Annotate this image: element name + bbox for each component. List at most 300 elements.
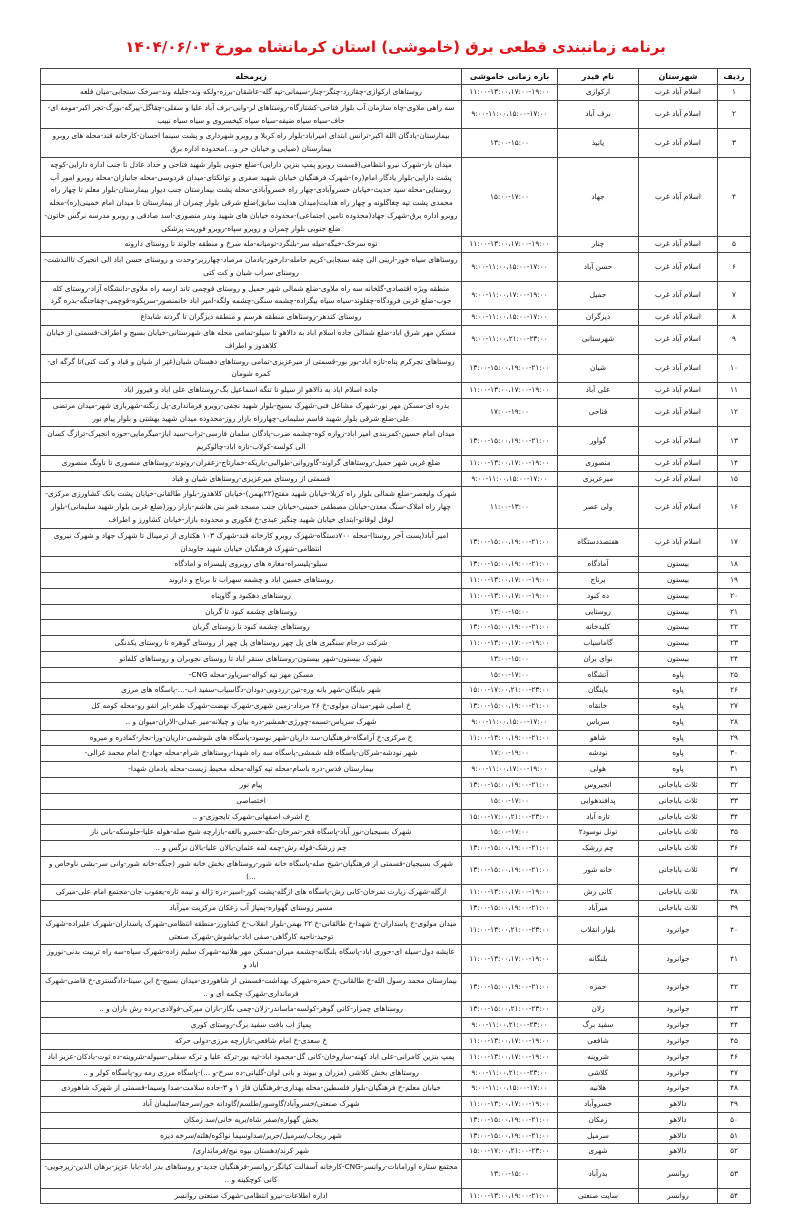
table-row [41, 683, 751, 699]
feeder-cell: تونل نوسود۲ [558, 825, 639, 841]
row-number-cell: ۱۵ [718, 471, 751, 487]
county-cell: روانسر [639, 1160, 718, 1189]
county-cell: پاوه [639, 762, 718, 778]
subarea-cell: شهر ریجاب/سرمیل/حریر/صداوسیما نواکوه/هلته/سرخه دیزه [41, 1128, 462, 1144]
county-cell: دالاهو [639, 1112, 718, 1128]
subarea-cell: روستاهای بخش کلاشی (مزران و بیوند و بانی لوان-گلیانی-ده سرخ-و ...)-پاسگاه مرزی رمه رو-پاسگاه کولر و .. [41, 1065, 462, 1081]
county-cell: جوانرود [639, 1049, 718, 1065]
table-row [41, 427, 751, 456]
feeder-cell: آتشگاه [558, 667, 639, 683]
subarea-cell: بیمارستان محمد رسول الله-خ طالقانی-خ حمزه-شهرک بهداشت-قسمتی از شاهوردی-میدان بسیج-خ ابن سینا-دادگستری-خ قاضی-شهرک فرمانداری-شهرک چکمه ای و .. [41, 973, 462, 1002]
county-cell: پاوه [639, 714, 718, 730]
table-row [41, 973, 751, 1002]
subarea-cell: امیر آباد(پست آخر روستا)-محله ۷۰۰دستگاه-شهرک روبرو کارخانه قند-شهرک ۱۰۳ هکتاری از ترمینال تا شهرک جهاد و شهرک نیروی انتظامی-شهرک فرهنگیان خیابان شهید جاویدان [41, 528, 462, 557]
row-number-cell: ۴۲ [718, 973, 751, 1002]
feeder-cell: هولی [558, 762, 639, 778]
subarea-cell: چم زرشک-قوله رش-چمه لمه عثمان-بالان علیا-بالان نرگس و .. [41, 841, 462, 857]
outage-time-cell: ۹:۰۰-۱۱:۰۰،۱۵:۰۰-۱۷:۰۰ [462, 253, 558, 282]
subarea-cell: منطقه ویژه اقتصادی-گلخانه سه راه ملاوی-ضلع شمالی شهر حمیل و روستای قوچمی تاند ارسه راه ملاوی-دانشگاه آزاد-روستای کله جوب-ضلع غربی فرودگاه-چقلوند-سیاه سیاه بیگزاده-چشمه سنگی-چشمه ولگه-امیر اباد خانمنصور-سرپکوه-قوچمی-چقاجنگه-بدره گرد [41, 281, 462, 310]
feeder-cell: پدافندهوایی [558, 793, 639, 809]
subarea-cell: مسکن مهر تپه کواله-سریاور-محله CNG- [41, 667, 462, 683]
table-row [41, 856, 751, 885]
county-cell: ثلاث باباجانی [639, 793, 718, 809]
subarea-cell: اداره اطلاعات-نیرو انتظامی-شهرک صنعتی روانسر [41, 1188, 462, 1204]
row-number-cell: ۴۳ [718, 1002, 751, 1018]
county-cell: جوانرود [639, 945, 718, 974]
table-row [41, 471, 751, 487]
county-cell: اسلام آباد غرب [639, 129, 718, 158]
feeder-cell: زمکان [558, 1112, 639, 1128]
county-cell: بیستون [639, 651, 718, 667]
table-row [41, 588, 751, 604]
subarea-cell: خ سعدی-خ امام شافعی-بازارچه مرزی-دولی حرکه [41, 1034, 462, 1050]
feeder-cell: ده کبود [558, 588, 639, 604]
subarea-cell: جاده اسلام اباد به دالاهو از سیلو تا تنگه اسماعیل بگ-روستاهای علی اباد و فیروز اباد [41, 383, 462, 399]
county-cell: جوانرود [639, 1018, 718, 1034]
outage-time-cell: ۱۳:۰۰-۱۵:۰۰،۱۹:۰۰-۲۱:۰۰ [462, 1112, 558, 1128]
county-cell: اسلام آباد غرب [639, 85, 718, 101]
outage-time-cell: ۱۳:۰۰-۱۵:۰۰،۱۹:۰۰-۲۱:۰۰ [462, 901, 558, 917]
subarea-cell: مسیر روستای گهواره-پمپاژ آب زعکان مرکزیت میرآباد [41, 901, 462, 917]
table-row [41, 1049, 751, 1065]
table-row [41, 487, 751, 528]
county-cell: جوانرود [639, 1002, 718, 1018]
feeder-cell: انجیروس [558, 777, 639, 793]
table-row [41, 714, 751, 730]
table-row [41, 1081, 751, 1097]
feeder-cell: چنار [558, 237, 639, 253]
table-row [41, 129, 751, 158]
table-row [41, 1034, 751, 1050]
outage-time-cell: ۹:۰۰-۱۱:۰۰،۱۵:۰۰-۱۷:۰۰ [462, 1081, 558, 1097]
feeder-cell: باینگان [558, 683, 639, 699]
county-cell: پاوه [639, 683, 718, 699]
table-row [41, 730, 751, 746]
outage-time-cell: ۱۳:۰۰-۱۵:۰۰،۱۹:۰۰-۲۱:۰۰ [462, 699, 558, 715]
table-row [41, 354, 751, 383]
subarea-cell: شهرک ولیعصر-ضلع شمالی بلوار راه کربلا-خیابان شهید مفتح(۲۲بهمن)-خیابان کلاهدوز-بلوار طالقانی-خیابان پشت بانک کشاورزی مرکزی-چهار راه املاک-سنگ معدن-خیابان مصطفی خمینی-خیابان جنب مسجد قمر بنی هاشم-بازار روز(ضلع غربی بلوار شهید سلیمانی)-بلوار لوفل لوقاتو-ابتدای خیابان شهید چنگیز عبدی-خ فکوری و محدوده بازار-خیابان کشاورز و اطراف [41, 487, 462, 528]
row-number-cell: ۱۹ [718, 573, 751, 589]
table-row [41, 793, 751, 809]
feeder-cell: سایت صنعتی [558, 1188, 639, 1204]
outage-time-cell: ۱۳:۰۰-۱۵:۰۰ [462, 604, 558, 620]
subarea-cell: اختصاصی [41, 793, 462, 809]
feeder-cell: میرآباد [558, 901, 639, 917]
row-number-cell: ۴۶ [718, 1049, 751, 1065]
subarea-cell: خ اشرف اصفهانی-شهرک تایجوزی-و .. [41, 809, 462, 825]
feeder-cell: بلنگانه [558, 945, 639, 974]
county-cell: اسلام آباد غرب [639, 100, 718, 129]
row-number-cell: ۳۱ [718, 762, 751, 778]
outage-time-cell: ۱۳:۰۰-۱۵:۰۰،۱۹:۰۰-۲۱:۰۰ [462, 1128, 558, 1144]
table-row [41, 916, 751, 945]
subarea-cell: روستاهای تجرکرم پناه-تازه اباد-بور بور-قسمتی از میرعزیزی-تمامی روستاهای دهستان شیان(غیر از شیان و قباد و کت کتی)تا گرگه ای-کمره شومان [41, 354, 462, 383]
subarea-cell: شرکت درجام سنگبری های پل چهر روستاهای پل چهر از روستای گوهره تا روستای یکدنگی [41, 636, 462, 652]
feeder-cell: روستایی [558, 604, 639, 620]
table-row [41, 825, 751, 841]
county-cell: اسلام آباد غرب [639, 471, 718, 487]
county-cell: اسلام آباد غرب [639, 427, 718, 456]
feeder-cell: زلان [558, 1002, 639, 1018]
table-row [41, 237, 751, 253]
column-header-outage-time: بازه زمانی خاموشی [462, 69, 558, 85]
outage-time-cell: ۱۵:۰۰-۱۷:۰۰ [462, 667, 558, 683]
county-cell: جوانرود [639, 973, 718, 1002]
subarea-cell: روستای کندهر-روستاهای منطقه هرسم و منطقه دیزگران تا گردنه شابداغ [41, 310, 462, 326]
subarea-cell: بدره ای-مسکن مهر نور-شهرک مشاغل فنی-شهرک بسیج-بلوار شهید نجفی-روبرو فرمانداری-پل زنگنه-شهربازی شهر-میدان مرتضی علی-ضلع شرقی بلوار شهید قاسم سلیمانی-چهارراه بازار روز-محدوده میدان شهید بهشتی و بلوار پیام نور [41, 398, 462, 427]
county-cell: اسلام آباد غرب [639, 237, 718, 253]
table-row [41, 157, 751, 237]
row-number-cell: ۱ [718, 85, 751, 101]
subarea-cell: توه سرخک-خیگه-میله سر-بلنگرد-تومیانه-مله سرخ و منطقه جالوند تا روستای دارونه [41, 237, 462, 253]
feeder-cell: شافعی [558, 1034, 639, 1050]
outage-time-cell: ۹:۰۰-۱۱:۰۰،۱۵:۰۰-۱۷:۰۰ [462, 100, 558, 129]
county-cell: ثلاث باباجانی [639, 856, 718, 885]
subarea-cell: عایشه دول-سیله ای-حوری اباد-پاسگاه بلنگانه-چشمه میران-مسکن مهر هلانیه-شهرک سلیم زاده-شهرک سپاه-سه راه تربیت بدنی-نوروز اباد و [41, 945, 462, 974]
row-number-cell: ۳ [718, 129, 751, 158]
row-number-cell: ۳۲ [718, 777, 751, 793]
county-cell: اسلام آباد غرب [639, 310, 718, 326]
subarea-cell: روستاهای چشمه کبود تا روستای گربان [41, 620, 462, 636]
subarea-cell: ضلع غربی شهر حمیل-روستاهای گراوند-گاوروانی-طوالبی-باریکه-خمارتاج-زعفران-روتوند-روستاهای منصوری تا ناونگ منصوری [41, 455, 462, 471]
subarea-cell: میدان امام حسین-کمربندی امیر اباد-زواره کوه-چشمه ضرب-پادگان سلمان فارسی-تراب-سید ایاز-میگرمایی-حوزه انجیرک-ترازگ کسان الی کولسه-کولاب-تازه اباد-چالوکریم [41, 427, 462, 456]
row-number-cell: ۴۹ [718, 1097, 751, 1113]
feeder-cell: نوای بران [558, 651, 639, 667]
row-number-cell: ۵۳ [718, 1160, 751, 1189]
table-row [41, 746, 751, 762]
outage-time-cell: ۱۳:۰۰-۱۵:۰۰،۱۹:۰۰-۲۱:۰۰ [462, 973, 558, 1002]
row-number-cell: ۳۸ [718, 885, 751, 901]
subarea-cell: مجتمع ستاره اورامانات-روانسر-CNG-کارخانه آسفالت کیانگر-روانسر-فرهنگیان جدید-و روستاهای بدر اباد-بابا عزیز-برهان الدین-زیرجویی-کانی کوچکینه و .. [41, 1160, 462, 1189]
row-number-cell: ۵ [718, 237, 751, 253]
outage-time-cell: ۱۱:۰۰-۱۳:۰۰،۱۷:۰۰-۱۹:۰۰ [462, 573, 558, 589]
table-row [41, 841, 751, 857]
county-cell: پاوه [639, 699, 718, 715]
outage-time-cell: ۹:۰۰-۱۱:۰۰،۱۵:۰۰-۱۷:۰۰ [462, 310, 558, 326]
outage-schedule-table [40, 68, 751, 1204]
feeder-cell: نودشه [558, 746, 639, 762]
outage-time-cell: ۹:۰۰-۱۱:۰۰،۲۱:۰۰-۲۳:۰۰ [462, 1018, 558, 1034]
table-row [41, 281, 751, 310]
feeder-cell: دیزگران [558, 310, 639, 326]
table-row [41, 777, 751, 793]
outage-time-cell: ۱۵:۰۰-۱۷:۰۰،۲۱:۰۰-۲۳:۰۰ [462, 1144, 558, 1160]
outage-time-cell: ۱۱:۰۰-۱۳:۰۰،۱۹:۰۰-۲۱:۰۰ [462, 730, 558, 746]
county-cell: ثلاث باباجانی [639, 885, 718, 901]
subarea-cell: بخش گهواره/صفر شاه/بریه خانی/سد زمکان [41, 1112, 462, 1128]
outage-time-cell: ۱۱:۰۰-۱۳:۰۰،۱۷:۰۰-۱۹:۰۰ [462, 1049, 558, 1065]
county-cell: دالاهو [639, 1144, 718, 1160]
table-row [41, 528, 751, 557]
outage-time-cell: ۱۱:۰۰-۱۳:۰۰،۱۷:۰۰-۱۹:۰۰ [462, 1034, 558, 1050]
row-number-cell: ۱۶ [718, 487, 751, 528]
subarea-cell: ازگله-شهرک زیارت تمرخان-کانی رش-پاسگاه های ازگله-پشت کور-اسیر-دره ژاله و نیمه ثاره-یعقوب جان-مجتمع امام علی-میرکی [41, 885, 462, 901]
feeder-cell: سریاس [558, 714, 639, 730]
table-row [41, 651, 751, 667]
feeder-cell: منصوری [558, 455, 639, 471]
row-number-cell: ۲۲ [718, 620, 751, 636]
subarea-cell: شهرک سریاس-تسمه-چورژی-همشیر-دره بیان و چیلانه-میر عبدلی-الاران-میوان و .. [41, 714, 462, 730]
row-number-cell: ۲۳ [718, 636, 751, 652]
county-cell: جوانرود [639, 1065, 718, 1081]
page-title: برنامه زمانبندی قطعی برق (خاموشی) استان کرمانشاه مورخ ۱۴۰۴/۰۶/۰۳ [125, 38, 666, 56]
county-cell: اسلام آباد غرب [639, 487, 718, 528]
outage-time-cell: ۱۳:۰۰-۱۵:۰۰ [462, 1160, 558, 1189]
row-number-cell: ۵۲ [718, 1144, 751, 1160]
outage-time-cell: ۹:۰۰-۱۱:۰۰،۲۱:۰۰-۲۳:۰۰ [462, 1065, 558, 1081]
outage-time-cell: ۹:۰۰-۱۱:۰۰،۱۵:۰۰-۱۷:۰۰ [462, 471, 558, 487]
row-number-cell: ۶ [718, 253, 751, 282]
subarea-cell: خ مرکزی-خ آرامگاه-فرهنگیان-سد داریان-شهر نوسود-پاسگاه های شوشمی-داریان-ورا-نجار-کمادره و میروه [41, 730, 462, 746]
table-row [41, 100, 751, 129]
county-cell: جوانرود [639, 916, 718, 945]
county-cell: جوانرود [639, 1034, 718, 1050]
feeder-cell: آمادگاه [558, 557, 639, 573]
row-number-cell: ۳۵ [718, 825, 751, 841]
feeder-cell: هلانیه [558, 1081, 639, 1097]
outage-time-cell: ۱۱:۰۰-۱۳:۰۰،۱۷:۰۰-۱۹:۰۰ [462, 1097, 558, 1113]
subarea-cell: روستاهای دهکبود و گاوپناه [41, 588, 462, 604]
row-number-cell: ۴۱ [718, 945, 751, 974]
outage-time-cell: ۹:۰۰-۱۱:۰۰،۱۵:۰۰-۱۷:۰۰ [462, 714, 558, 730]
row-number-cell: ۴۸ [718, 1081, 751, 1097]
subarea-cell: خیابان معلم-خ فرهنگیان-بلوار فلسطین-محله بهداری-فرهنگیان فاز ۱ و ۳-جاده سلامت-صدا وسیما-قسمتی از شهرک شاهوردی [41, 1081, 462, 1097]
outage-time-cell: ۱۳:۰۰-۱۵:۰۰،۱۹:۰۰-۲۱:۰۰ [462, 528, 558, 557]
row-number-cell: ۳۴ [718, 809, 751, 825]
county-cell: بیستون [639, 604, 718, 620]
county-cell: بیستون [639, 620, 718, 636]
feeder-cell: شاهو [558, 730, 639, 746]
feeder-cell: حسن آباد [558, 253, 639, 282]
county-cell: دالاهو [639, 1097, 718, 1113]
feeder-cell: کلاشی [558, 1065, 639, 1081]
outage-time-cell: ۱۵:۰۰-۱۷:۰۰،۲۱:۰۰-۲۳:۰۰ [462, 683, 558, 699]
table-row [41, 383, 751, 399]
county-cell: ثلاث باباجانی [639, 901, 718, 917]
row-number-cell: ۴ [718, 157, 751, 237]
county-cell: بیستون [639, 573, 718, 589]
outage-time-cell: ۱۱:۰۰-۱۳:۰۰،۱۷:۰۰-۱۹:۰۰ [462, 885, 558, 901]
row-number-cell: ۹ [718, 326, 751, 355]
outage-time-cell: ۱۳:۰۰-۱۵:۰۰ [462, 129, 558, 158]
feeder-cell: برف آباد [558, 100, 639, 129]
table-row [41, 253, 751, 282]
county-cell: بیستون [639, 557, 718, 573]
feeder-cell: برناج [558, 573, 639, 589]
table-row [41, 1128, 751, 1144]
table-row [41, 85, 751, 101]
feeder-cell: گاماسیاب [558, 636, 639, 652]
feeder-cell: تازه آباد [558, 809, 639, 825]
county-cell: ثلاث باباجانی [639, 777, 718, 793]
table-row [41, 1160, 751, 1189]
outage-time-cell: ۱۳:۰۰-۱۵:۰۰،۱۹:۰۰-۲۱:۰۰ [462, 427, 558, 456]
table-row [41, 945, 751, 974]
row-number-cell: ۳۶ [718, 841, 751, 857]
column-header-county: شهرستان [639, 69, 718, 85]
county-cell: ثلاث باباجانی [639, 809, 718, 825]
subarea-cell: شهرک بسیجیان-قسمتی از فرهنگیان-شیخ صله-پاسگاه خانه شور-روستاهای بخش خانه شور (جنگه-خانه شور-وانی سر-بشی ناوخاص و ...) [41, 856, 462, 885]
subarea-cell: روستاهای چمزار-کانی گوهر-کولسه-ماساندر-زلان-چمی بگار-بازان میرکی-فولادی-برده رش بازان و .. [41, 1002, 462, 1018]
feeder-cell: علی آباد [558, 383, 639, 399]
feeder-cell: خسروآباد [558, 1097, 639, 1113]
row-number-cell: ۳۷ [718, 856, 751, 885]
feeder-cell: حمزه [558, 973, 639, 1002]
row-number-cell: ۴۰ [718, 916, 751, 945]
outage-time-cell: ۱۱:۰۰-۱۳:۰۰،۱۷:۰۰-۱۹:۰۰ [462, 945, 558, 974]
feeder-cell: چم زرشک [558, 841, 639, 857]
row-number-cell: ۸ [718, 310, 751, 326]
subarea-cell: میدان مولوی-خ پاسداران-خ شهدا-خ طالقانی-خ ۲۲ بهمن-بلوار انقلاب-خ کشاورز-منطقه انتظامی-شهرک پاسداران-شهرک علیزاده-شهرک توحید-ناحیه کارگاهی-صفی اباد-بیاشوش-شهرک صنعتی [41, 916, 462, 945]
feeder-cell: بلوار انقلاب [558, 916, 639, 945]
table-row [41, 667, 751, 683]
row-number-cell: ۵۴ [718, 1188, 751, 1204]
feeder-cell: فتاحی [558, 398, 639, 427]
county-cell: دالاهو [639, 1128, 718, 1144]
county-cell: اسلام آباد غرب [639, 281, 718, 310]
outage-time-cell: ۱۱:۰۰-۱۳:۰۰،۱۷:۰۰-۱۹:۰۰ [462, 636, 558, 652]
outage-time-cell: ۱۱:۰۰-۱۳:۰۰،۱۹:۰۰-۲۱:۰۰ [462, 1188, 558, 1204]
table-row [41, 699, 751, 715]
schedule-body [41, 85, 751, 1204]
table-row [41, 455, 751, 471]
outage-time-cell: ۱۳:۰۰-۱۵:۰۰،۱۹:۰۰-۲۱:۰۰ [462, 557, 558, 573]
row-number-cell: ۱۸ [718, 557, 751, 573]
feeder-cell: شیان [558, 354, 639, 383]
county-cell: پاوه [639, 667, 718, 683]
outage-time-cell: ۱۵:۰۰-۱۷:۰۰ [462, 793, 558, 809]
outage-time-cell: ۱۵:۰۰-۱۷:۰۰ [462, 157, 558, 237]
outage-time-cell: ۱۳:۰۰-۱۵:۰۰،۱۹:۰۰-۲۱:۰۰ [462, 354, 558, 383]
outage-time-cell: ۱۳:۰۰-۱۵:۰۰،۱۹:۰۰-۲۱:۰۰ [462, 777, 558, 793]
row-number-cell: ۳۳ [718, 793, 751, 809]
row-number-cell: ۳۹ [718, 901, 751, 917]
feeder-cell: حمیل [558, 281, 639, 310]
table-row [41, 901, 751, 917]
county-cell: جوانرود [639, 1081, 718, 1097]
county-cell: ثلاث باباجانی [639, 841, 718, 857]
row-number-cell: ۵۰ [718, 1112, 751, 1128]
outage-time-cell: ۱۱:۰۰-۱۳:۰۰،۲۱:۰۰-۲۳:۰۰ [462, 916, 558, 945]
feeder-cell: شهرستانی [558, 326, 639, 355]
subarea-cell: بیمارستان-پادگان الله اکبر-ترانس ابتدای امیراباد-بلوار راه کربلا و روبرو شهرداری و پشت سینما احسان-کارخانه قند-محله های روبرو بیمارستان (ضیایی و خیابان حر و...)محدوده اداره برق [41, 129, 462, 158]
table-row [41, 762, 751, 778]
feeder-cell: خانقاه [558, 699, 639, 715]
feeder-cell: ولی عصر [558, 487, 639, 528]
table-row [41, 1188, 751, 1204]
table-row [41, 398, 751, 427]
table-row [41, 326, 751, 355]
feeder-cell: کلیدخانه [558, 620, 639, 636]
row-number-cell: ۲۰ [718, 588, 751, 604]
outage-time-cell: ۱۱:۰۰-۱۳:۰۰ [462, 487, 558, 528]
row-number-cell: ۴۷ [718, 1065, 751, 1081]
subarea-cell: پیام نور [41, 777, 462, 793]
row-number-cell: ۷ [718, 281, 751, 310]
table-row [41, 604, 751, 620]
table-row [41, 1065, 751, 1081]
feeder-cell: ارکوازی [558, 85, 639, 101]
county-cell: اسلام آباد غرب [639, 528, 718, 557]
row-number-cell: ۲۸ [718, 714, 751, 730]
table-row [41, 1112, 751, 1128]
column-header-row-number: ردیف [718, 69, 751, 85]
table-row [41, 1097, 751, 1113]
row-number-cell: ۱۱ [718, 383, 751, 399]
subarea-cell: روستاهای سیاه خور-ارینی الی چقه سنجابی-کریم حامله-دارخور-یادمان مرصاد-چهارزبر-وحدت و روستای حسن اباد الی انجیرک تاالندشت-روستای سراب شیان و کت کتی [41, 253, 462, 282]
subarea-cell: مسکن مهر شرق اباد-ضلع شمالی جاده اسلام اباد به دالاهو تا سیلو-تمامی محله های شهرستانی-خیابان بسیج و اطراف-قسمتی از خیابان کلاهدوز و اطراف [41, 326, 462, 355]
outage-time-cell: ۹:۰۰-۱۱:۰۰،۱۷:۰۰-۱۹:۰۰ [462, 762, 558, 778]
table-row [41, 557, 751, 573]
feeder-cell: میرعزیزی [558, 471, 639, 487]
feeder-cell: سفید برگ [558, 1018, 639, 1034]
table-row [41, 620, 751, 636]
county-cell: اسلام آباد غرب [639, 326, 718, 355]
subarea-cell: روستاهای ارکوازی-چقازرد-چنگر-چنار-سیمانی-تپه گله-عاشقان-برزه-ولکه وند-جلیله وند-سرخک سنجابی-میان قلعه [41, 85, 462, 101]
subarea-cell: سه راهی ملاوی-چاه سازمان آب بلوار فتاحی-کشتارگاه-روستاهای لر-وابی-برف آباد علیا و سفلی-چقاگل-پیرگه-بورگ-تجر اکبر-مومه ای-حاف-سیاه سیاه ضیفه-سیاه سیاه کیخسروی و سیاه سیاه نبیب [41, 100, 462, 129]
feeder-cell: سرمیل [558, 1128, 639, 1144]
county-cell: اسلام آباد غرب [639, 253, 718, 282]
row-number-cell: ۱۲ [718, 398, 751, 427]
row-number-cell: ۱۳ [718, 427, 751, 456]
outage-time-cell: ۱۱:۰۰-۱۳:۰۰،۱۷:۰۰-۱۹:۰۰ [462, 455, 558, 471]
county-cell: ثلاث باباجانی [639, 825, 718, 841]
outage-time-cell: ۱۱:۰۰-۱۳:۰۰،۱۷:۰۰-۱۹:۰۰ [462, 85, 558, 101]
row-number-cell: ۲۹ [718, 730, 751, 746]
row-number-cell: ۲۴ [718, 651, 751, 667]
subarea-cell: بیمارستان قدس-دره باسام-محله تپه کواله-محله محیط زیست-محله یادمان شهدا- [41, 762, 462, 778]
column-header-subarea: زیرمحله [41, 69, 462, 85]
feeder-cell: خانه شور [558, 856, 639, 885]
outage-time-cell: ۱۳:۰۰-۱۵:۰۰،۱۹:۰۰-۲۱:۰۰ [462, 841, 558, 857]
feeder-cell: شروینه [558, 1049, 639, 1065]
subarea-cell: شهر کرند/دهستان بیوه نیج/فرمانداری/ [41, 1144, 462, 1160]
outage-time-cell: ۱۷:۰۰-۱۹:۰۰ [462, 746, 558, 762]
subarea-cell: شهرک بسیجیان-نور آباد-پاسگاه قجر-تمرخان-تگه-خسرو بالغه-بازارچه شیخ صله-هوله علیا-جلوسکه-بانی ناز [41, 825, 462, 841]
subarea-cell: روستاهای چشمه کبود تا گربان [41, 604, 462, 620]
row-number-cell: ۲۵ [718, 667, 751, 683]
subarea-cell: روستاهای حسین اباد و چشمه سهراب تا برناج و داروند [41, 573, 462, 589]
outage-time-cell: ۹:۰۰-۱۱:۰۰،۲۱:۰۰-۲۳:۰۰ [462, 326, 558, 355]
feeder-cell: کانی رش [558, 885, 639, 901]
county-cell: اسلام آباد غرب [639, 157, 718, 237]
table-row [41, 1144, 751, 1160]
outage-time-cell: ۱۳:۰۰-۱۵:۰۰،۱۹:۰۰-۲۱:۰۰ [462, 856, 558, 885]
subarea-cell: میدان بار-شهرک نیرو انتظامی(قسمت روبرو پمپ بنزین دارایی)-ضلع جنوبی بلوار شهید فتاحی و حداد عادل تا جنب اداره دارایی-کوچه پشت دارایی-بلوار یادگار امام(ره)-شهرک فرهنگیان خیابان شهید صفری و توانکتای-میدان فردوسی-محله جانبازان-محله روبرو امور آب روستایی-محله سید حدیث-خیابان خسروآبادی-چهار راه خسروآبادی-محله پشت بیمارستان جنب دیوار بیمارستان-بلوار معلم تا چهار راه محمدی پشت تپه چغاگلونه و چهار راه هدایت(میدان هدایت سابق)ضلع شرقی بلوار چمران از بیمارستان تا میدان امام خمینی(ره)-محله روبرو اداره برق-شهرک جهاد(محدوده تامین اجتماعی)-محدوده خیابان های شهید وندر منصوری-اسد صادقی و روبرو مدرسه نرگس خاتون-ضلع جنوبی بلوار چمران و روبرو سپاه-روبرو فوریت پزشکی [41, 157, 462, 237]
row-number-cell: ۵۱ [718, 1128, 751, 1144]
row-number-cell: ۲۷ [718, 699, 751, 715]
subarea-cell: پمپ بنزین کامرانی-علی اباد کهنه-ساروخان-کانی گل-محمود اباد-تپه بور-ترکه علیا و ترکه سفلی-سیوله-شروینه-ده توت-بادکان-عزیز اباد [41, 1049, 462, 1065]
row-number-cell: ۴۵ [718, 1034, 751, 1050]
row-number-cell: ۲ [718, 100, 751, 129]
county-cell: روانسر [639, 1188, 718, 1204]
feeder-cell: هفتصددستگاه [558, 528, 639, 557]
feeder-cell: پانیذ [558, 129, 639, 158]
county-cell: اسلام آباد غرب [639, 455, 718, 471]
table-row [41, 885, 751, 901]
outage-time-cell: ۱۵:۰۰-۱۷:۰۰،۲۱:۰۰-۲۳:۰۰ [462, 809, 558, 825]
outage-time-cell: ۱۷:۰۰-۱۹:۰۰ [462, 398, 558, 427]
subarea-cell: شهرک بیستون-شهر بیستون-روستاهای سنقر اباد تا روستای نجوبران و روستاهای کلفاتو [41, 651, 462, 667]
outage-time-cell: ۱۳:۰۰-۱۵:۰۰،۲۱:۰۰-۲۳:۰۰ [462, 1002, 558, 1018]
feeder-cell: جهاد [558, 157, 639, 237]
outage-time-cell: ۱۵:۰۰-۱۷:۰۰ [462, 825, 558, 841]
county-cell: بیستون [639, 636, 718, 652]
subarea-cell: خ اصلی شهر-میدان مولوی-خ ۲۶ مرداد-زمین شهری-شهرک نهضت-شهرک ظفر-ابر انفو رو-محله کومه کل [41, 699, 462, 715]
subarea-cell: شهر باینگان-شهر بانه وره-تین-زردویی-دودان-دگاسیاب-سفید اب-...-پاسگاه های مرزی [41, 683, 462, 699]
feeder-cell: شهری [558, 1144, 639, 1160]
row-number-cell: ۴۴ [718, 1018, 751, 1034]
